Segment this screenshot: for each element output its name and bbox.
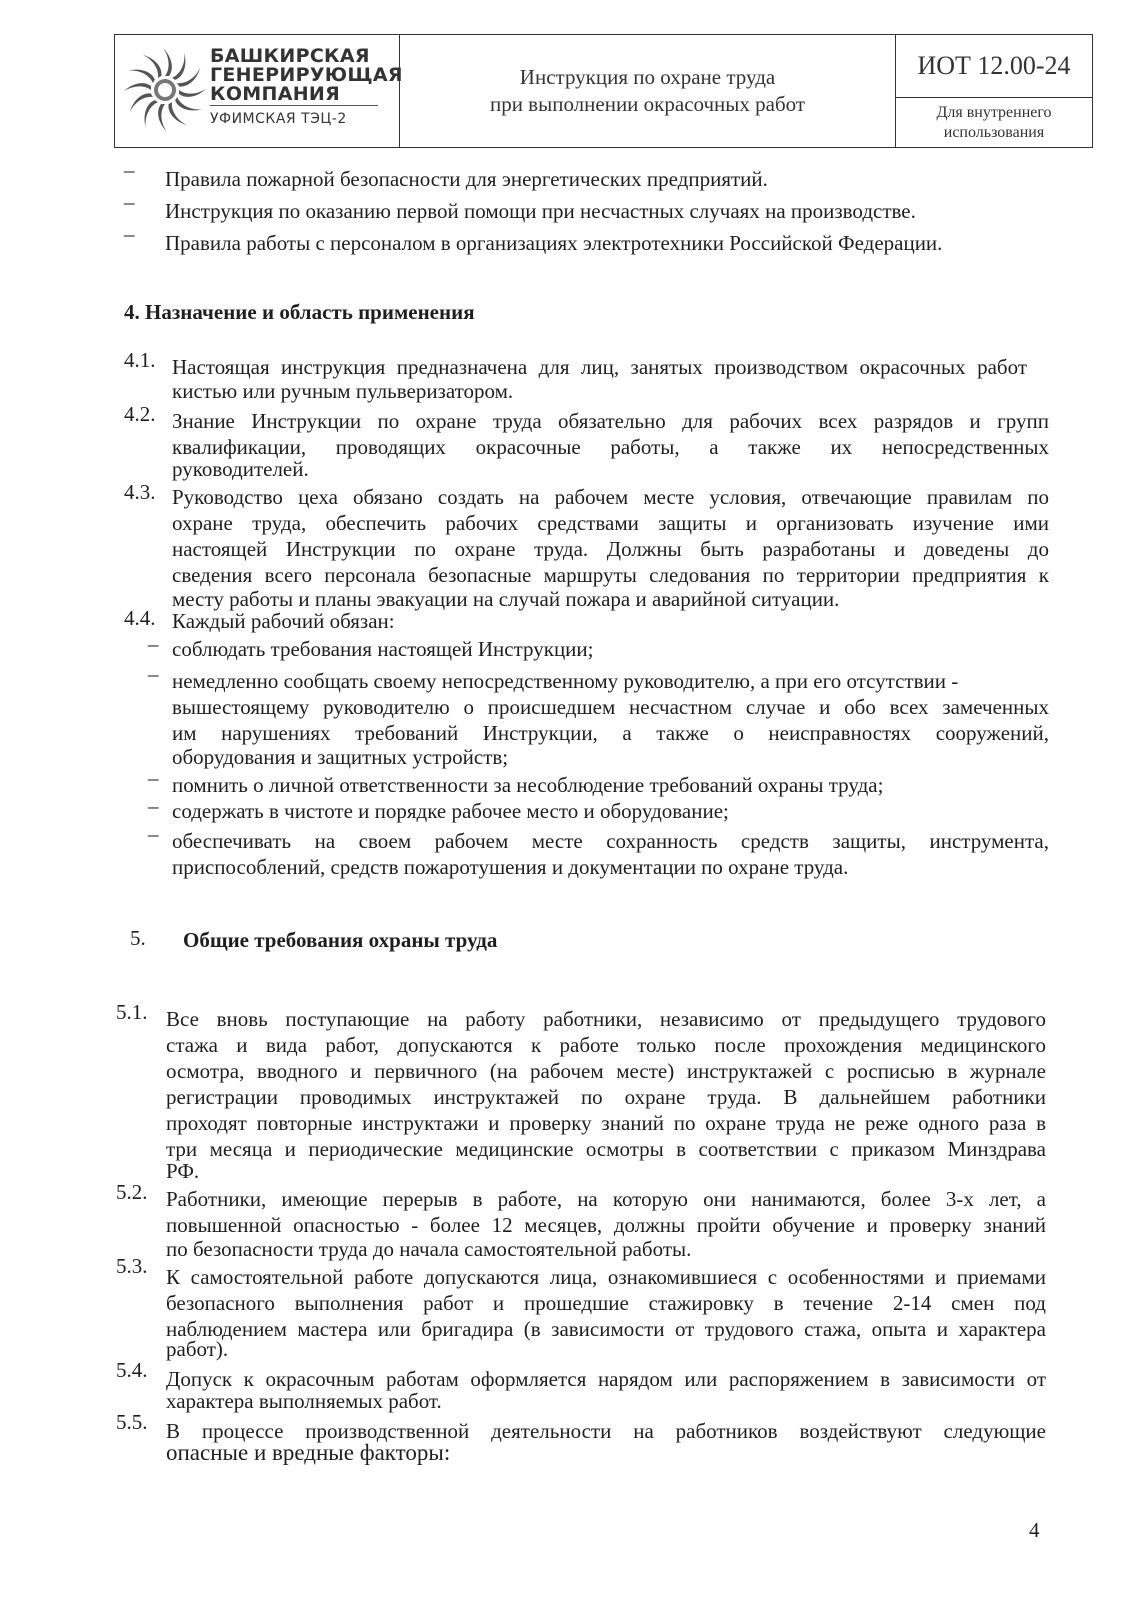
clause-line: кистью или ручным пульверизатором.: [172, 379, 514, 403]
list-bullet: –: [124, 222, 135, 246]
clause-number: 4.1.: [124, 348, 156, 372]
section-5-number: 5.: [130, 926, 146, 950]
clause-line: Знание Инструкции по охране труда обязательно для рабочих всех разрядов и групп: [172, 409, 1049, 433]
reference-item: Правила работы с персоналом в организациях электротехники Российской Федерации.: [165, 231, 943, 255]
duty-line: оборудования и защитных устройств;: [172, 745, 509, 769]
document-title-line-2: при выполнении окрасочных работ: [489, 92, 806, 116]
clause-line: месту работы и планы эвакуации на случай пожара и аварийной ситуации.: [172, 587, 840, 611]
company-name-line-2: ГЕНЕРИРУЮЩАЯ: [210, 64, 403, 86]
clause-number: 5.3.: [116, 1254, 148, 1278]
clause-number: 4.4.: [124, 606, 156, 630]
clause-number: 5.5.: [116, 1410, 148, 1434]
clause-line: К самостоятельной работе допускаются лица, ознакомившиеся с особенностями и приемами: [166, 1265, 1046, 1289]
page-number: 4: [1029, 1518, 1040, 1542]
company-name-line-1: БАШКИРСКАЯ: [210, 45, 370, 67]
clause-line: проходят повторные инструктажи и проверку знаний по охране труда не реже одного раза в: [166, 1111, 1046, 1135]
clause-line: стажа и вида работ, допускаются к работе только после прохождения медицинского: [166, 1033, 1046, 1057]
branch-name: УФИМСКАЯ ТЭЦ-2: [210, 111, 347, 127]
sun-emblem-icon: [125, 43, 205, 137]
clause-number: 4.3.: [124, 480, 156, 504]
clause-number: 4.2.: [124, 402, 156, 426]
usage-note-line-2: использования: [943, 123, 1045, 141]
clause-line: опасные и вредные факторы:: [166, 1440, 451, 1465]
usage-note-line-1: Для внутреннего: [936, 103, 1052, 121]
duty-line: соблюдать требования настоящей Инструкции;: [172, 637, 594, 661]
list-bullet: –: [148, 632, 159, 656]
clause-number: 5.4.: [116, 1358, 148, 1382]
clause-line: Допуск к окрасочным работам оформляется нарядом или распоряжением в зависимости от: [166, 1367, 1046, 1391]
duty-line: вышестоящему руководителю о происшедшем несчастном случае и обо всех замеченных: [172, 695, 1049, 719]
clause-line: квалификации, проводящих окрасочные работы, а также их непосредственных: [172, 435, 1049, 459]
section-5-heading: Общие требования охраны труда: [183, 928, 498, 952]
clause-line: по безопасности труда до начала самостоятельной работы.: [166, 1237, 692, 1261]
list-bullet: –: [124, 158, 135, 182]
list-bullet: –: [148, 822, 159, 846]
clause-line: работ).: [166, 1337, 229, 1361]
list-bullet: –: [148, 794, 159, 818]
clause-line: Настоящая инструкция предназначена для лиц, занятых производством окрасочных работ: [172, 355, 1027, 379]
logo-divider: [210, 105, 378, 106]
clause-line: сведения всего персонала безопасные маршруты следования по территории предприятия к: [172, 563, 1049, 587]
duty-line: обеспечивать на своем рабочем месте сохранность средств защиты, инструмента,: [172, 829, 1049, 853]
document-title: [400, 35, 896, 147]
duty-line: приспособлений, средств пожаротушения и документации по охране труда.: [172, 855, 849, 879]
document-code-cell: [896, 35, 1092, 147]
clause-line: охране труда, обеспечить рабочих средствами защиты и организовать изучение ими: [172, 511, 1049, 535]
list-bullet: –: [124, 190, 135, 214]
clause-line: руководителей.: [172, 457, 309, 481]
duty-line: содержать в чистоте и порядке рабочее место и оборудование;: [172, 799, 729, 823]
clause-line: наблюдением мастера или бригадира (в зависимости от трудового стажа, опыта и характера: [166, 1317, 1046, 1341]
clause-line: РФ.: [166, 1159, 200, 1183]
clause-line: Руководство цеха обязано создать на рабочем месте условия, отвечающие правилам по: [172, 485, 1049, 509]
reference-item: Правила пожарной безопасности для энергетических предприятий.: [165, 167, 768, 191]
clause-line: осмотра, вводного и первичного (на рабочем месте) инструктажей с росписью в журнале: [166, 1059, 1046, 1083]
clause-number: 5.2.: [116, 1180, 148, 1204]
clause-line: Все вновь поступающие на работу работники, независимо от предыдущего трудового: [166, 1007, 1046, 1031]
clause-line: Работники, имеющие перерыв в работе, на которую они нанимаются, более 3-х лет, а: [166, 1187, 1046, 1211]
reference-item: Инструкция по оказанию первой помощи при несчастных случаях на производстве.: [165, 199, 916, 223]
clause-line: регистрации проводимых инструктажей по охране труда. В дальнейшем работники: [166, 1085, 1046, 1109]
list-bullet: –: [148, 662, 159, 686]
duty-line: помнить о личной ответственности за несоблюдение требований охраны труда;: [172, 773, 884, 797]
usage-note: [896, 98, 1092, 147]
document-code: ИОТ 12.00-24: [896, 35, 1092, 98]
clause-line: В процессе производственной деятельности на работников воздействуют следующие: [166, 1419, 1046, 1443]
company-name-line-3: КОМПАНИЯ: [210, 83, 341, 105]
document-title-line-1: Инструкция по охране труда: [519, 65, 776, 89]
list-bullet: –: [148, 766, 159, 790]
duty-line: немедленно сообщать своему непосредственному руководителю, а при его отсутствии -: [172, 669, 959, 693]
section-4-heading: 4. Назначение и область применения: [124, 300, 475, 324]
clause-line: Каждый рабочий обязан:: [172, 609, 395, 633]
clause-line: повышенной опасностью - более 12 месяцев, должны пройти обучение и проверку знаний: [166, 1213, 1046, 1237]
duty-line: им нарушениях требований Инструкции, а также о неисправностях сооружений,: [172, 721, 1049, 745]
company-name: [210, 47, 403, 104]
company-logo: [115, 35, 403, 147]
clause-number: 5.1.: [116, 1000, 148, 1024]
clause-line: характера выполняемых работ.: [166, 1389, 442, 1413]
clause-line: настоящей Инструкции по охране труда. Должны быть разработаны и доведены до: [172, 537, 1049, 561]
clause-line: безопасного выполнения работ и прошедшие стажировку в течение 2-14 смен под: [166, 1291, 1046, 1315]
document-header-table: [114, 34, 1093, 148]
clause-line: три месяца и периодические медицинские осмотры в соответствии с приказом Минздрава: [166, 1137, 1046, 1161]
